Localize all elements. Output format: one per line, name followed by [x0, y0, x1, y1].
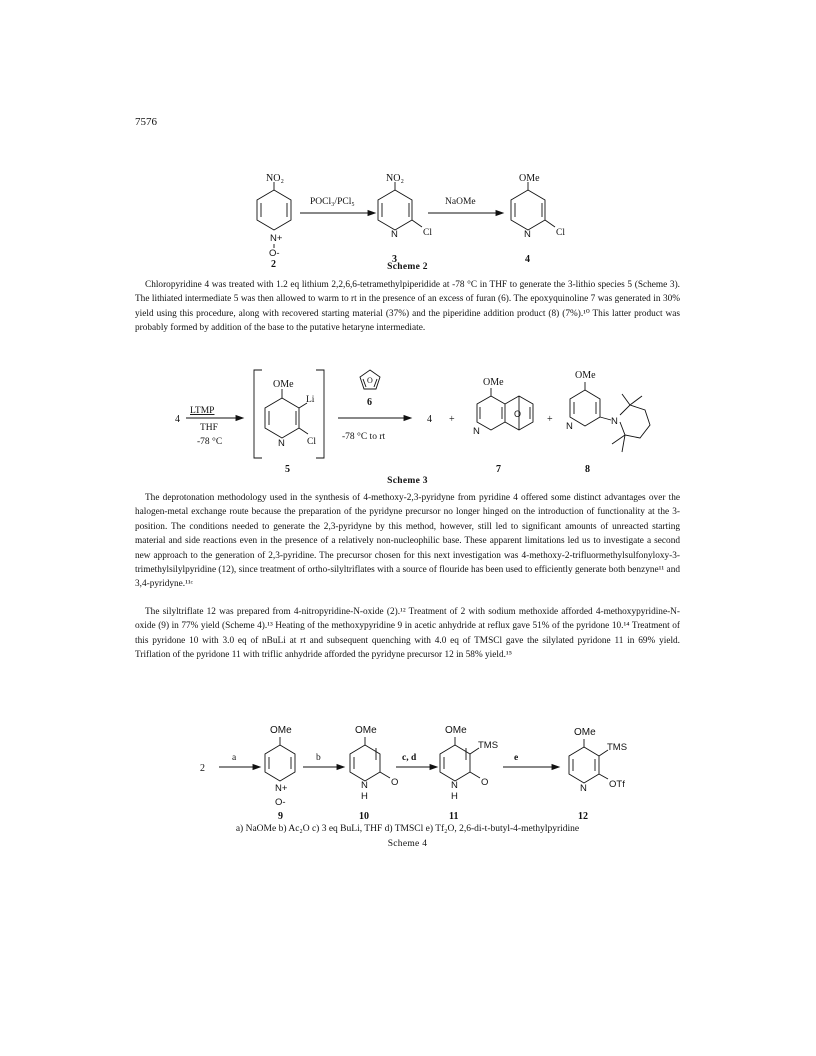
reagent-naome: NaOMe — [445, 197, 476, 207]
ome-group-5: OMe — [273, 379, 294, 390]
compound-label-6: 6 — [367, 397, 372, 408]
ome-group-7: OMe — [483, 377, 504, 388]
compound-label-2: 2 — [271, 259, 276, 270]
paragraph-3 — [135, 605, 680, 663]
scheme-4-conditions: a) NaOMe b) Ac₂O c) 3 eq BuLi, THF d) TMSCl e) Tf₂O, 2,6-di-t-butyl-4-methylpyridine — [235, 824, 580, 834]
plus-sign-1: + — [449, 414, 455, 425]
compound-8-structure — [570, 382, 650, 452]
ome-group-8: OMe — [575, 370, 596, 381]
start-compound-4: 4 — [175, 414, 180, 425]
step-e: e — [514, 753, 519, 763]
otf-group-12: OTf — [609, 779, 625, 790]
reagent-temp: -78 °C — [197, 437, 223, 447]
n-atom-4: N — [524, 229, 531, 240]
page-number: 7576 — [135, 116, 157, 128]
compound-7-structure — [477, 388, 533, 430]
compound-4-structure — [511, 182, 555, 230]
n-atom-5: N — [278, 438, 285, 449]
o-atom-furan: O — [367, 376, 373, 385]
h-atom-10: H — [361, 791, 368, 802]
li-atom-5: Li — [306, 395, 315, 405]
paragraph-3-text: The silyltriflate 12 was prepared from 4-nitropyridine-N-oxide (2).¹² Treatment of 2 with sodium methoxide afforded 4-methoxypyridine-N-oxide (9) in 77% yield (Scheme 4).¹³ Heating of the methoxypyridine 9 in acetic anhydride at reflux gave 51% of the pyridone 10.¹⁴ Treatment of this pyridone 10 with 3.0 eq of nBuLi at rt and subsequent quenching with 4.0 eq of TMSCl gave the silylated pyridone 11 in 69% yield. Triflation of the pyridone 11 with triflic anhydride afforded the pyridyne precursor 12 in 58% yield.¹⁵ — [135, 607, 680, 661]
ome-group-11: OMe — [445, 725, 467, 736]
ome-group-4: OMe — [519, 173, 540, 184]
scheme-3-caption: Scheme 3 — [387, 476, 428, 486]
h-atom-11: H — [451, 791, 458, 802]
paragraph-2 — [135, 491, 680, 592]
no2-group-3: NO₂ — [386, 173, 404, 184]
scheme-2-caption: Scheme 2 — [387, 262, 428, 272]
paragraph-1 — [135, 278, 680, 336]
nplus-group-9: N+ — [275, 783, 288, 794]
paragraph-2-text: The deprotonation methodology used in the synthesis of 4-methoxy-2,3-pyridyne from pyridine 4 offered some distinct advantages over the halogen-metal exchange route because the preparation of the pyridyne precursor no longer hinged on the introduction of functionality at the 3-position. The conditions needed to generate the 2,3-pyridyne by this method, however, still led to significant amounts of unreacted starting material and side reactions even in the presence of a relatively non-nucleophilic base. These apparent limitations led us to investigate a second new approach to the generation of 2,3-pyridine. The precursor chosen for this next investigation was 4-methoxy-2-trifluormethylsulfonyloxy-3-trimethylsilylpyridine (12), since treatment of ortho-silyltriflates with a source of flouride has been used to efficiently generate both benzyne¹¹ and 3,4-pyridyne.¹¹ᶜ — [135, 493, 680, 590]
product-4: 4 — [427, 414, 432, 425]
scheme-2-diagram — [0, 0, 816, 280]
compound-3-structure — [378, 182, 422, 230]
step-cd: c, d — [402, 753, 417, 763]
step-a: a — [232, 753, 237, 763]
compound-9-structure — [265, 737, 295, 781]
compound-5-structure — [265, 389, 308, 438]
n-atom-8-pyridine: N — [566, 421, 573, 432]
cl-atom-5: Cl — [307, 437, 316, 447]
compound-11-structure — [440, 737, 480, 781]
plus-sign-2: + — [547, 414, 553, 425]
compound-12-structure — [569, 739, 608, 783]
tms-group-11: TMS — [478, 740, 499, 751]
n-atom-8-piperidine: N — [611, 416, 618, 427]
scheme-4-diagram — [0, 715, 816, 825]
reagent-ltmp: LTMP — [190, 406, 215, 416]
compound-label-3: 3 — [392, 254, 397, 265]
compound-label-10: 10 — [359, 811, 369, 822]
ome-group-10: OMe — [355, 725, 377, 736]
reagent-pocl3: POCl₃/PCl₅ — [310, 197, 355, 207]
start-compound-2: 2 — [200, 763, 205, 774]
n-atom-11: N — [451, 780, 458, 791]
no2-group-2: NO₂ — [266, 173, 284, 184]
n-atom-7: N — [473, 426, 480, 437]
conditions-text: -78 °C to rt — [342, 432, 386, 442]
cl-atom-3: Cl — [423, 228, 432, 238]
compound-label-7: 7 — [496, 464, 501, 475]
scheme-4-caption: Scheme 4 — [387, 839, 428, 849]
tms-group-12: TMS — [607, 742, 628, 753]
ome-group-9: OMe — [270, 725, 292, 736]
ominus-group-2: O- — [269, 248, 280, 259]
ominus-group-9: O- — [275, 797, 286, 808]
step-b: b — [316, 753, 321, 763]
compound-label-11: 11 — [449, 811, 459, 822]
n-atom-3: N — [391, 229, 398, 240]
compound-label-9: 9 — [278, 811, 283, 822]
o-atom-10: O — [391, 777, 399, 788]
compound-label-8: 8 — [585, 464, 590, 475]
o-bridge-7: O — [514, 409, 522, 419]
compound-label-12: 12 — [578, 811, 588, 822]
compound-label-4: 4 — [525, 254, 530, 265]
reagent-thf: THF — [200, 423, 218, 433]
compound-2-structure — [257, 182, 291, 230]
n-atom-10: N — [361, 780, 368, 791]
n-atom-12: N — [580, 783, 587, 794]
scheme-3-diagram — [0, 360, 816, 490]
compound-10-structure — [350, 737, 390, 781]
paragraph-1-text: Chloropyridine 4 was treated with 1.2 eq lithium 2,2,6,6-tetramethylpiperidide at -78 °C in THF to generate the 3-lithio species 5 (Scheme 3). The lithiated intermediate 5 was then allowed to warm to rt in the presence of an excess of furan (6). The epoxyquinoline 7 was generated in 30% yield using this procedure, along with recovered starting material (37%) and the piperidine addition product (8) (7%).¹⁰ This latter product was probably formed by addition of the base to the putative hetaryne intermediate. — [135, 280, 680, 334]
ome-group-12: OMe — [574, 727, 596, 738]
compound-label-5: 5 — [285, 464, 290, 475]
cl-atom-4: Cl — [556, 228, 565, 238]
o-atom-11: O — [481, 777, 489, 788]
nplus-group-2: N+ — [270, 233, 283, 244]
